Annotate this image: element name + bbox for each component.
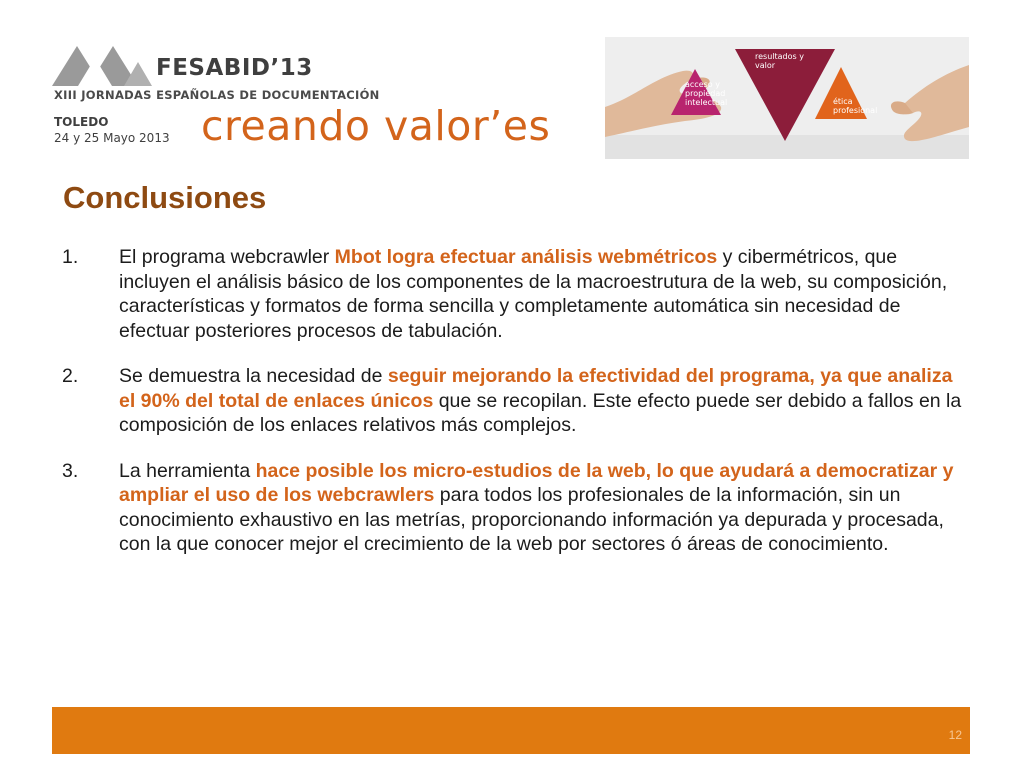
- item-highlight: seguir mejorando la efectividad del programa, ya que analiza el 90% del total de enlaces únicos: [119, 365, 953, 412]
- page-number: 12: [948, 728, 962, 742]
- label-results-line-2: valor: [755, 61, 776, 71]
- item-highlight: Mbot logra efectuar análisis webmétricos: [334, 246, 718, 268]
- conclusion-item: [62, 364, 967, 438]
- header-graphic: [605, 37, 969, 159]
- item-number: 3.: [62, 459, 79, 482]
- label-access: [685, 80, 727, 108]
- label-access-line-3: intelectual: [685, 98, 728, 108]
- label-results-line-1: resultados y: [755, 52, 804, 61]
- event-city: TOLEDO: [54, 115, 109, 129]
- fesabid-logo-icon: [52, 44, 152, 86]
- event-name: FESABID’13: [156, 55, 313, 81]
- label-access-line-2: propiedad: [685, 89, 726, 99]
- item-text-part: El programa webcrawler: [119, 246, 335, 268]
- item-text-part: La herramienta: [119, 459, 256, 482]
- item-highlight: hace posible los micro-estudios de la web, lo que ayudará a democratizar y ampliar el uso de los webcrawlers: [119, 459, 954, 506]
- item-text-part: y cibermétricos, que incluyen el análisis básico de los componentes de la macroestrutura de la web, su composición, características y formatos de forma sencilla y completamente automática sin necesidad de efectuar posteriores procesos de tabulación.: [119, 246, 948, 342]
- label-ethics: [833, 97, 877, 115]
- footer-bar: [52, 707, 970, 754]
- item-number: 1.: [62, 246, 79, 268]
- conclusion-item: [62, 245, 967, 343]
- conclusion-list: [62, 245, 967, 578]
- item-text-part: para todos los profesionales de la información, sin un conocimiento exhaustivo en las metrías, proporcionando información ya depurada y procesada, con la que conocer mejor el crecimiento de la web por sectores ó áreas de conocimiento.: [119, 484, 944, 555]
- label-ethics-line-1: ética: [833, 97, 853, 106]
- event-tagline: creando valor’es: [201, 102, 551, 150]
- item-text-part: Se demuestra la necesidad de: [119, 365, 388, 387]
- event-subtitle: XIII JORNADAS ESPAÑOLAS DE DOCUMENTACIÓN: [54, 88, 380, 102]
- label-access-line-1: acceso y: [685, 80, 720, 89]
- slide-title: Conclusiones: [63, 180, 267, 215]
- conclusion-item: [62, 459, 967, 557]
- item-text-part: que se recopilan. Este efecto puede ser debido a fallos en la composición de los enlaces relativos más complejos.: [119, 389, 962, 436]
- label-results: [755, 52, 804, 70]
- label-ethics-line-2: profesional: [833, 106, 878, 116]
- event-dates: 24 y 25 Mayo 2013: [54, 131, 170, 145]
- item-number: 2.: [62, 365, 79, 387]
